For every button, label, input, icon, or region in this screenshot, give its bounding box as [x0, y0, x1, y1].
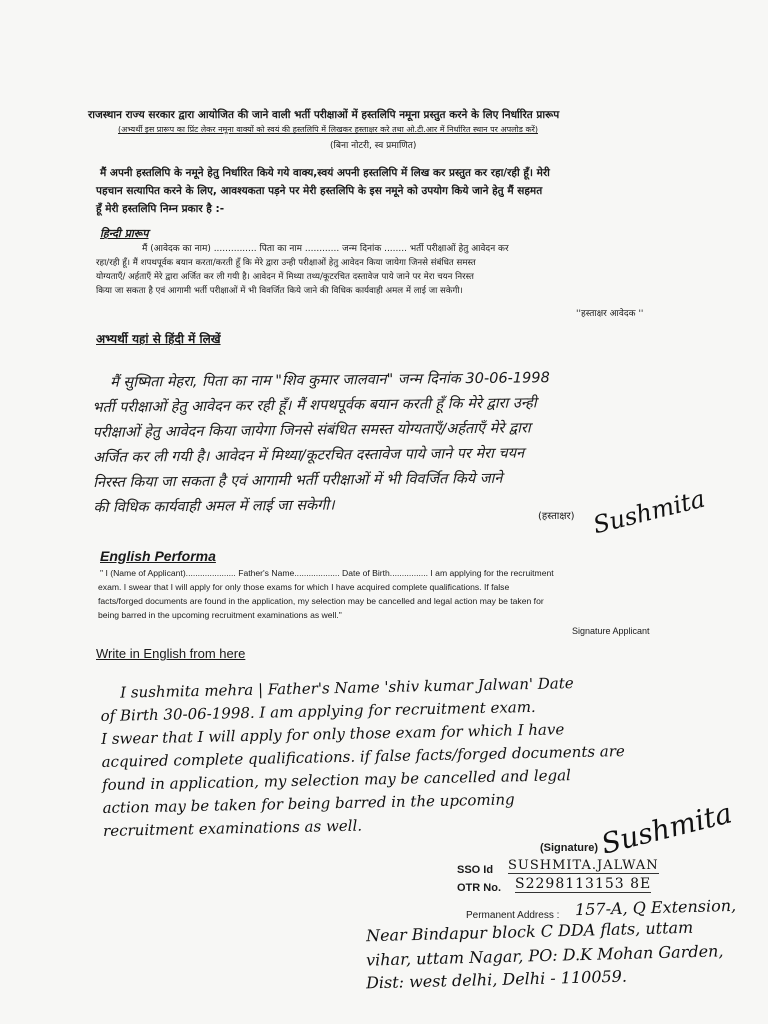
hindi-sign-label: (हस्ताक्षर): [538, 511, 575, 522]
english-handwritten-line: found in application, my selection may be cancelled and legal: [101, 766, 572, 794]
form-title: राजस्थान राज्य सरकार द्वारा आयोजित की जाने वाली भर्ती परीक्षाओं में हस्तलिपि नमूना प्रस्तुत करने के लिए निर्धारित प्रारूप: [88, 109, 560, 121]
hindi-handwritten-line: की विधिक कार्यवाही अमल में लाई जा सकेगी।: [93, 497, 335, 516]
english-format-line-2: exam. I swear that I will apply for only those exams for which I have acquired complete qualifications. If false: [98, 582, 510, 592]
address-line-3: vihar, uttam Nagar, PO: D.K Mohan Garden,: [365, 941, 724, 970]
english-handwritten-line: action may be taken for being barred in the upcoming: [102, 790, 515, 817]
intro-line-2: पहचान सत्यापित करने के लिए, आवश्यकता पड़ने पर मेरी हस्तलिपि के इस नमूने को उपयोग किये जाने हेतु मैं सहमत: [96, 185, 543, 197]
english-format-heading: English Performa: [100, 548, 216, 564]
address-line-4: Dist: west delhi, Delhi - 110059.: [365, 966, 628, 993]
hindi-handwritten-line: भर्ती परीक्षाओं हेतु आवेदन कर रही हूँ। मैं शपथपूर्वक बयान करती हूँ कि मेरे द्वारा उन्ही: [92, 395, 537, 416]
intro-line-1: मैं अपनी हस्तलिपि के नमूने हेतु निर्धारित किये गये वाक्य,स्वयं अपनी हस्तलिपि में लिख कर प्रस्तुत कर रहा/रही हूँ। मेरी: [100, 167, 550, 179]
otr-value: S2298113153 8E: [515, 876, 652, 892]
form-note: (अभ्यर्थी इस प्रारूप का प्रिंट लेकर नमूना वाक्यों को स्वयं की हस्तलिपि में लिखकर हस्ताक्षर करे तथा ओ.टी.आर में निर्धारित स्थान पर अपलोड करें): [118, 125, 538, 134]
english-sign-label: (Signature): [540, 842, 599, 854]
otr-label: OTR No.: [457, 882, 501, 894]
hindi-handwritten-line: निरस्त किया जा सकता है एवं आगामी भर्ती परीक्षाओं में भी विवर्जित किये जाने: [93, 470, 503, 491]
english-handwritten-line: recruitment examinations as well.: [102, 816, 363, 840]
sso-label: SSO Id: [457, 864, 494, 876]
english-handwritten-line: acquired complete qualifications. if false facts/forged documents are: [101, 742, 626, 771]
address-label: Permanent Address :: [466, 910, 560, 921]
hindi-format-line-1: मैं (आवेदक का नाम) ............... पिता का नाम ............ जन्म दिनांक ........ भर्ती परीक्षाओं हेतु आवेदन कर: [142, 244, 509, 254]
english-write-heading: Write in English from here: [96, 646, 246, 661]
english-handwritten-line: I swear that I will apply for only those exam for which I have: [100, 720, 565, 748]
english-signature: Sushmita: [597, 796, 736, 861]
hindi-handwritten-line: मैं सुष्मिता मेहरा, पिता का नाम "शिव कुमार जालवान" जन्म दिनांक 30-06-1998: [110, 370, 550, 391]
english-handwritten-line: of Birth 30-06-1998. I am applying for recruitment exam.: [100, 697, 536, 725]
hindi-format-heading: हिन्दी प्रारूप: [100, 227, 149, 240]
hindi-format-line-2: रहा/रही हूँ। मैं शपथपूर्वक बयान करता/करती हूँ कि मेरे द्वारा उन्ही परीक्षाओं हेतु आवेदन किया जायेगा जिनसे संबंधित समस्त: [96, 258, 476, 268]
hindi-handwritten-line: परीक्षाओं हेतु आवेदन किया जायेगा जिनसे संबंधित समस्त योग्यताएँ/अर्हताएँ मेरे द्वारा: [92, 420, 531, 441]
hindi-handwritten-line: अर्जित कर ली गयी है। आवेदन में मिथ्या/कूटरचित दस्तावेज पाये जाने पर मेरा चयन: [92, 445, 525, 466]
hindi-format-line-3: योग्यताएँ/ अर्हताएँ मेरे द्वारा अर्जित कर ली गयी है। आवेदन में मिथ्या तथ्य/कूटरचित दस्तावेज पाये जाने पर मेरा चयन निरस्त: [96, 272, 474, 282]
english-signature-label: Signature Applicant: [572, 626, 650, 636]
intro-line-3: हूँ मेरी हस्तलिपि निम्न प्रकार है :-: [96, 203, 225, 215]
address-line-2: Near Bindapur block C DDA flats, uttam: [365, 917, 694, 946]
english-handwritten-line: I sushmita mehra | Father's Name 'shiv kumar Jalwan' Date: [119, 674, 574, 702]
english-format-line-1: " I (Name of Applicant)..................... Father's Name................... Date of Birth................ I am applying for the recruitment: [100, 568, 554, 578]
hindi-format-line-4: किया जा सकता है एवं आगामी भर्ती परीक्षाओं में भी विवर्जित किये जाने की विधिक कार्यवाही अमल में लाई जा सकेगी।: [96, 286, 463, 296]
english-format-line-4: being barred in the upcoming recruitment examinations as well.": [98, 610, 342, 620]
hindi-write-heading: अभ्यर्थी यहां से हिंदी में लिखें: [96, 332, 221, 346]
address-line-1: 157-A, Q Extension,: [574, 895, 737, 920]
english-format-line-3: facts/forged documents are found in the application, my selection may be cancelled and legal action may be taken for: [98, 596, 544, 606]
sso-value: SUSHMITA.JALWAN: [508, 858, 659, 873]
hindi-signature: Sushmita: [590, 484, 708, 540]
hindi-signature-label: ''हस्ताक्षर आवेदक '': [576, 309, 644, 319]
form-note-2: (बिना नोटरी, स्व प्रमाणित): [330, 141, 417, 151]
